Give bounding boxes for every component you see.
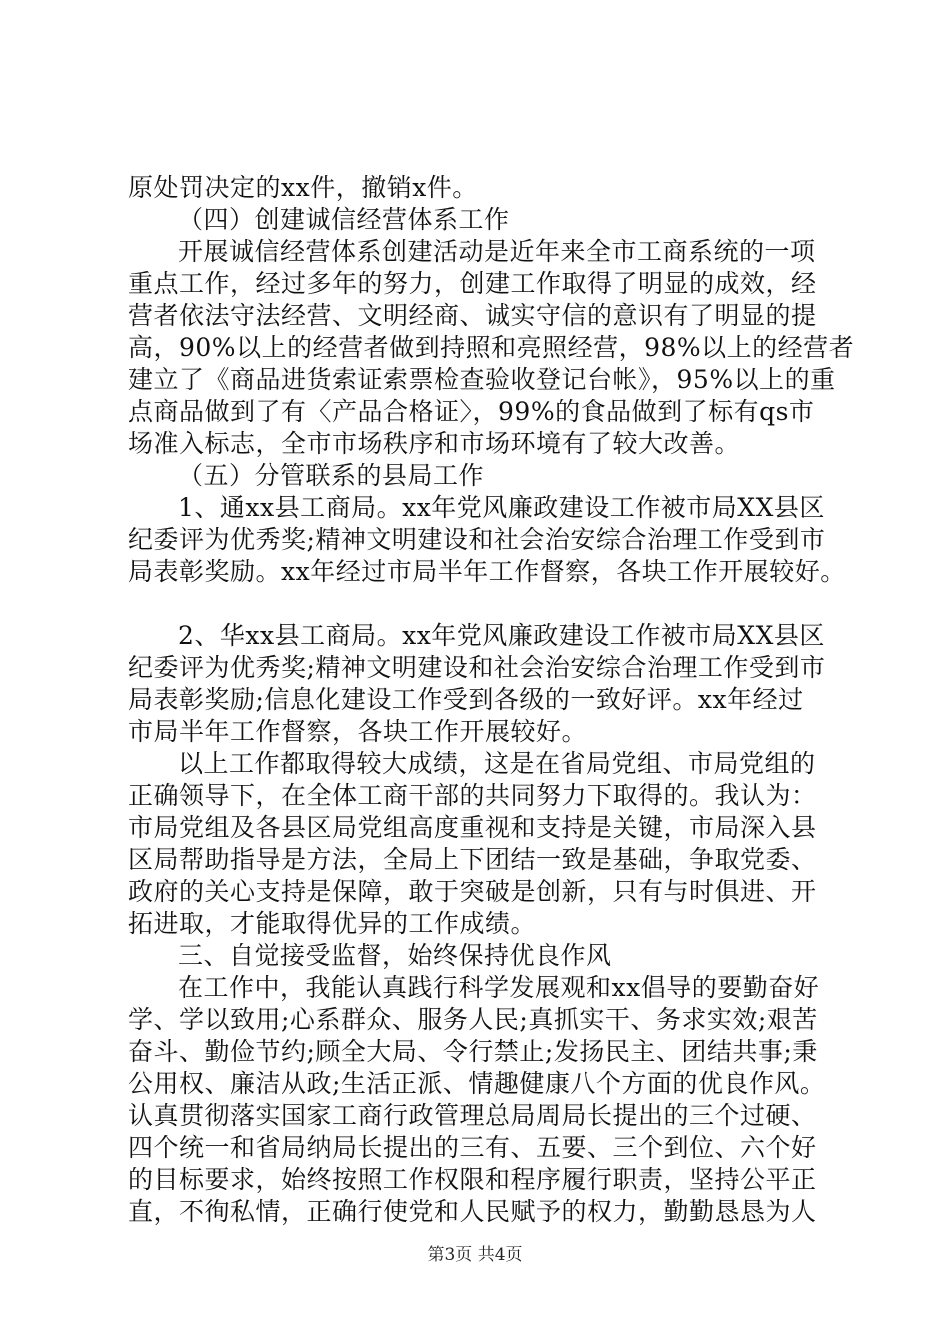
text-line: 拓进取，才能取得优异的工作成绩。 <box>128 909 537 938</box>
text-line: 开展诚信经营体系创建活动是近年来全市工商系统的一项 <box>178 237 816 266</box>
text-line: 重点工作，经过多年的努力，创建工作取得了明显的成效，经 <box>128 269 817 298</box>
document-body <box>128 172 855 1228</box>
text-line: 市局半年工作督察，各块工作开展较好。 <box>128 717 588 746</box>
blank-line <box>128 588 850 620</box>
section-heading-3: 三、自觉接受监督，始终保持优良作风 <box>178 941 612 970</box>
text-line: 奋斗、勤俭节约;顾全大局、令行禁止;发扬民主、团结共事;秉 <box>128 1037 818 1066</box>
text-line: 场准入标志，全市市场秩序和市场环境有了较大改善。 <box>128 429 741 458</box>
text-line: 四个统一和省局纳局长提出的三有、五要、三个到位、六个好 <box>128 1133 817 1162</box>
text-line: 高，90%以上的经营者做到持照和亮照经营，98%以上的经营者 <box>128 333 855 362</box>
text-line: 的目标要求，始终按照工作权限和程序履行职责，坚持公平正 <box>128 1165 817 1194</box>
text-line: 2、华xx县工商局。xx年党风廉政建设工作被市局XX县区 <box>178 621 825 650</box>
text-line: 正确领导下，在全体工商干部的共同努力下取得的。我认为： <box>128 781 817 810</box>
text-line: 纪委评为优秀奖;精神文明建设和社会治安综合治理工作受到市 <box>128 653 826 682</box>
text-line: 市局党组及各县区局党组高度重视和支持是关键，市局深入县 <box>128 813 817 842</box>
text-line: 局表彰奖励。xx年经过市局半年工作督察，各块工作开展较好。 <box>128 557 846 586</box>
text-line: 直，不徇私情，正确行使党和人民赋予的权力，勤勤恳恳为人 <box>128 1197 817 1226</box>
page-number-footer: 第3页 共4页 <box>427 1245 523 1265</box>
text-line: 以上工作都取得较大成绩，这是在省局党组、市局党组的 <box>178 749 816 778</box>
text-line: 纪委评为优秀奖;精神文明建设和社会治安综合治理工作受到市 <box>128 525 826 554</box>
text-line: 公用权、廉洁从政;生活正派、情趣健康八个方面的优良作风。 <box>128 1069 826 1098</box>
section-heading-4: （四）创建诚信经营体系工作 <box>178 205 510 234</box>
text-line: 政府的关心支持是保障，敢于突破是创新，只有与时俱进、开 <box>128 877 817 906</box>
text-line: 1、通xx县工商局。xx年党风廉政建设工作被市局XX县区 <box>178 493 825 522</box>
text-line: 认真贯彻落实国家工商行政管理总局周局长提出的三个过硬、 <box>128 1101 817 1130</box>
text-line: 点商品做到了有〈产品合格证〉，99%的食品做到了标有qs市 <box>128 397 815 426</box>
text-line: 局表彰奖励;信息化建设工作受到各级的一致好评。xx年经过 <box>128 685 804 714</box>
text-line: 营者依法守法经营、文明经商、诚实守信的意识有了明显的提 <box>128 301 817 330</box>
text-line: 区局帮助指导是方法，全局上下团结一致是基础，争取党委、 <box>128 845 817 874</box>
text-line: 学、学以致用;心系群众、服务人民;真抓实干、务求实效;艰苦 <box>128 1005 818 1034</box>
section-heading-5: （五）分管联系的县局工作 <box>178 461 485 490</box>
text-line: 建立了《商品进货索证索票检查验收登记台帐》，95%以上的重 <box>128 365 836 394</box>
text-line: 原处罚决定的xx件，撤销x件。 <box>128 173 478 202</box>
text-line: 在工作中，我能认真践行科学发展观和xx倡导的要勤奋好 <box>178 973 820 1002</box>
